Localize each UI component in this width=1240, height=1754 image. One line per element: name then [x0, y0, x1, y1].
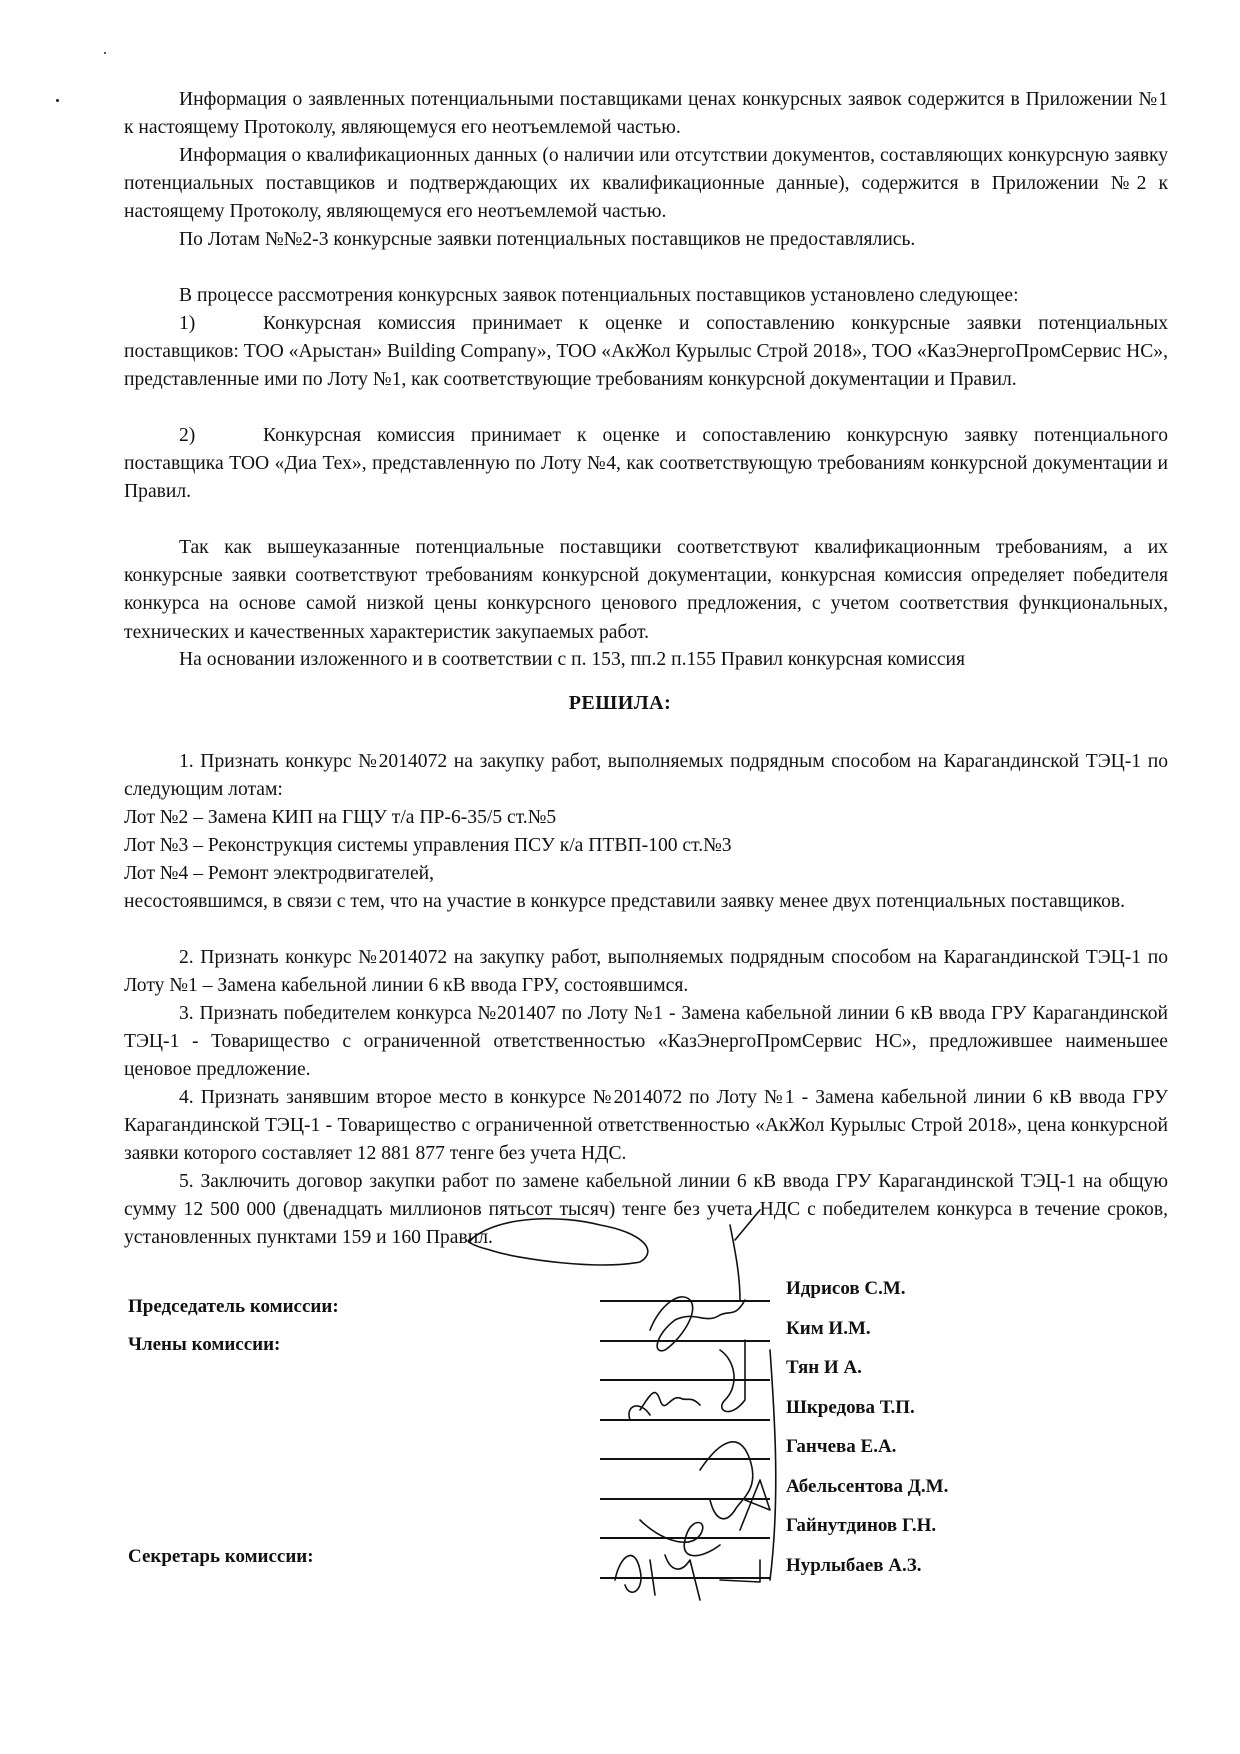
review-item-1	[124, 310, 1168, 395]
signature-line	[600, 1379, 770, 1381]
signature-row	[600, 1391, 1120, 1421]
intro-paragraph-qualifications: Информация о квалификационных данных (о наличии или отсутствии документов, составляющих конкурсную заявку потенциальных поставщиков и подтверждающих их квалификационные данные), содержится в Приложении №2 к настоящему Протоколу, являющемуся его неотъемлемой частью.	[124, 145, 1168, 223]
review-item-text: Конкурсная комиссия принимает к оценке и сопоставлению конкурсные заявки потенциальных поставщиков: ТОО «Арыстан» Building Company», ТОО «АкЖол Курылыс Строй 2018», ТОО «КазЭнергоПромСервис НС», представленные ими по Лоту №1, как соответствующие требованиям конкурсной документации и Правил.	[124, 313, 1168, 391]
decision-3: 3. Признать победителем конкурса №201407 по Лоту №1 - Замена кабельной линии 6 кВ ввода ГРУ Карагандинской ТЭЦ-1 - Товарищество с ограниченной ответственностью «КазЭнергоПромСервис НС», предложившее наименьшее ценовое предложение.	[124, 1003, 1168, 1081]
review-lead: В процессе рассмотрения конкурсных заявок потенциальных поставщиков установлено следующее:	[179, 285, 1019, 306]
signatory-name: Идрисов С.М.	[786, 1278, 906, 1299]
review-item-number: 1)	[179, 313, 196, 334]
basis-paragraph: На основании изложенного и в соответствии с п. 153, пп.2 п.155 Правил конкурсная комиссия	[179, 649, 966, 670]
review-item-2	[124, 422, 1168, 507]
signature-row	[600, 1549, 1120, 1579]
intro-paragraph-lots-2-3: По Лотам №№2-3 конкурсные заявки потенциальных поставщиков не предоставлялись.	[179, 229, 916, 250]
signatory-name: Тян И А.	[786, 1357, 862, 1378]
signatory-name: Ким И.М.	[786, 1318, 871, 1339]
signature-line	[600, 1340, 770, 1342]
signature-line	[600, 1537, 770, 1539]
scan-speck	[104, 52, 106, 54]
chair-label: Председатель комиссии:	[128, 1296, 339, 1317]
scan-speck	[56, 99, 59, 102]
signature-row	[600, 1312, 1120, 1342]
decision-2: 2. Признать конкурс №2014072 на закупку работ, выполняемых подрядным способом на Карагандинской ТЭЦ-1 по Лоту №1 – Замена кабельной линии 6 кВ ввода ГРУ, состоявшимся.	[124, 947, 1168, 997]
decision-1-outro: несостоявшимся, в связи с тем, что на участие в конкурсе представили заявку менее двух потенциальных поставщиков.	[124, 891, 1126, 912]
signature-row	[600, 1351, 1120, 1381]
signature-line	[600, 1498, 770, 1500]
intro-paragraph-prices: Информация о заявленных потенциальными поставщиками ценах конкурсных заявок содержится в Приложении №1 к настоящему Протоколу, являющемуся его неотъемлемой частью.	[124, 89, 1168, 139]
secretary-label: Секретарь комиссии:	[128, 1546, 314, 1567]
lot-item: Лот №2 – Замена КИП на ГЩУ т/а ПР-6-35/5 ст.№5	[124, 807, 557, 828]
decision-5: 5. Заключить договор закупки работ по замене кабельной линии 6 кВ ввода ГРУ Карагандинской ТЭЦ-1 на общую сумму 12 500 000 (двенадцать миллионов пятьсот тысяч) тенге без учета НДС с победителем конкурса в течение сроков, установленных пунктами 159 и 160 Правил.	[124, 1171, 1168, 1249]
signature-line	[600, 1300, 770, 1302]
signature-line	[600, 1458, 770, 1460]
lot-item: Лот №4 – Ремонт электродвигателей,	[124, 863, 435, 884]
signature-row	[600, 1470, 1120, 1500]
signatory-name: Ганчева Е.А.	[786, 1436, 897, 1457]
signatory-name: Гайнутдинов Г.Н.	[786, 1515, 937, 1536]
signature-row	[600, 1272, 1120, 1302]
signature-long-stroke	[770, 1350, 776, 1580]
members-label: Члены комиссии:	[128, 1334, 281, 1355]
decision-4: 4. Признать занявшим второе место в конкурсе №2014072 по Лоту №1 - Замена кабельной линии 6 кВ ввода ГРУ Карагандинской ТЭЦ-1 - Товарищество с ограниченной ответственностью «АкЖол Курылыс Строй 2018», цена конкурсной заявки которого составляет 12 881 877 тенге без учета НДС.	[124, 1087, 1168, 1165]
decision-heading: РЕШИЛА:	[568, 692, 672, 714]
conclusion-paragraph: Так как вышеуказанные потенциальные поставщики соответствуют квалификационным требованиям, а их конкурсные заявки соответствуют требованиям конкурсной документации, конкурсная комиссия определяет победителя конкурса на основе самой низкой цены конкурсного ценового предложения, с учетом соответствия функциональных, технических и качественных характеристик закупаемых работ.	[124, 537, 1168, 643]
signature-line	[600, 1577, 770, 1579]
signatory-name: Нурлыбаев А.З.	[786, 1555, 922, 1576]
signatory-name: Шкредова Т.П.	[786, 1397, 915, 1418]
review-item-text: Конкурсная комиссия принимает к оценке и сопоставлению конкурсную заявку потенциального поставщика ТОО «Диа Тех», представленную по Лоту №4, как соответствующую требованиям конкурсной документации и Правил.	[124, 425, 1168, 503]
lot-item: Лот №3 – Реконструкция системы управления ПСУ к/а ПТВП-100 ст.№3	[124, 835, 732, 856]
review-item-number: 2)	[179, 425, 196, 446]
decision-1-intro: 1. Признать конкурс №2014072 на закупку работ, выполняемых подрядным способом на Карагандинской ТЭЦ-1 по следующим лотам:	[124, 751, 1168, 801]
signature-line	[600, 1419, 770, 1421]
signature-row	[600, 1430, 1120, 1460]
signature-row	[600, 1509, 1120, 1539]
signatory-name: Абельсентова Д.М.	[786, 1476, 949, 1497]
